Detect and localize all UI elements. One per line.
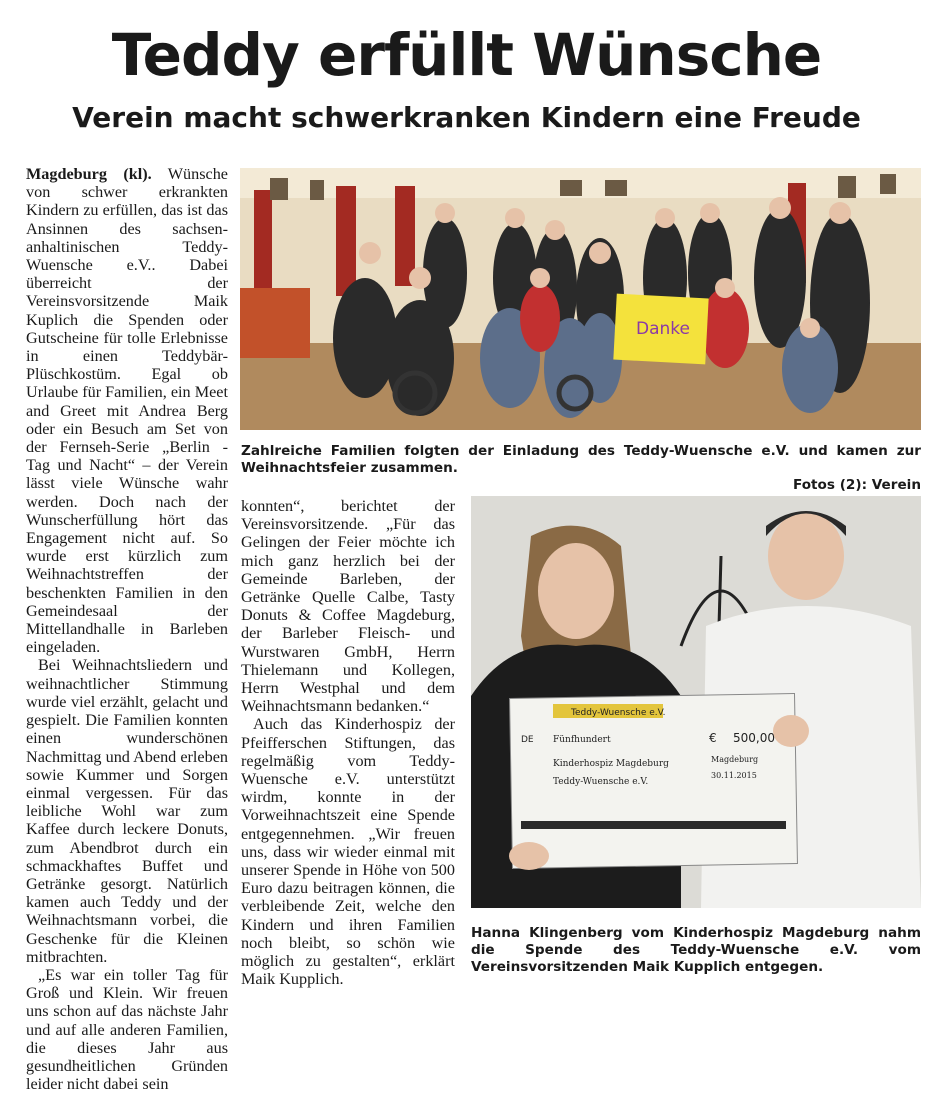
cheque-date: 30.11.2015 xyxy=(711,771,757,780)
article-paragraph: Bei Weihnachtsliedern und weihnachtlicher Stimmung wurde viel erzählt, gelacht und gespielt. Die Familien konnten einen wunderschönen Nachmittag und Abend erleben sowie Kummer und Sorgen einmal vergessen. Für das leibliche Wohl war zum Kaffee durch leckere Donuts, zum Abendbrot durch ein schmackhaftes Buffet und Getränke gesorgt. Natürlich kamen auch Teddy und der Weihnachtsmann vorbei, die Geschenke für die Kleinen mitbrachten. xyxy=(26,656,228,966)
headline: Teddy erfüllt Wünsche xyxy=(111,21,822,89)
caption-text: Zahlreiche Familien folgten der Einladung des Teddy-Wuensche e.V. und kamen zur Weihnachtsfeier zusammen. xyxy=(241,443,921,476)
group-photo xyxy=(240,168,921,430)
cheque-currency: € xyxy=(709,731,717,745)
cheque-org: Teddy-Wuensche e.V. xyxy=(571,708,666,718)
article-paragraph: Auch das Kinderhospiz der Pfeifferschen Stiftungen, das regelmäßig vom Teddy-Wuensche e.V. unterstützt wirdm, konnte in der Vorweihnachtszeit eine Spende entgegennehmen. „Wir freuen uns, dass wir wieder einmal mit unserer Spende in Höhe von 500 Euro dazu beitragen können, die verbleibende Zeit, welche den Kindern und ihren Familien noch bleibt, so schön wie möglich zu gestalten“, erklärt Maik Kupplich. xyxy=(241,715,455,989)
photo-caption-2: Hanna Klingenberg vom Kinderhospiz Magdeburg nahm die Spende des Teddy-Wuensche e.V. vom Vereinsvorsitzenden Maik Kupplich entgegen. xyxy=(471,925,921,975)
subheadline: Verein macht schwerkranken Kindern eine Freude xyxy=(72,101,861,134)
article-column-2 xyxy=(241,497,455,988)
dateline: Magdeburg (kl). xyxy=(26,165,152,183)
danke-sign-text: Danke xyxy=(636,319,690,339)
photo-credit: Fotos (2): Verein xyxy=(792,477,921,493)
article-paragraph: „Es war ein toller Tag für Groß und Klein. Wir freuen uns schon auf das nächste Jahr und auf alle anderen Familien, die dieses Jahr aus gesundheitlichen Gründen leider nicht dabei sein xyxy=(26,965,228,1093)
article-paragraph xyxy=(26,165,228,656)
cheque-words: Fünfhundert xyxy=(553,735,611,745)
photo-caption-1 xyxy=(241,443,921,494)
paragraph-text: Wünsche von schwer erkrankten Kindern zu erfüllen, das ist das Ansinnen des sachsen-anhaltinischen Teddy-Wuensche e.V.. Dabei überreicht der Vereinsvorsitzende Maik Kuplich die Spenden oder Gutscheine für tolle Erlebnisse in einen Teddybär-Plüschkostüm. Egal ob Urlaube für Familien, ein Meet and Greet mit Andrea Berg oder ein Besuch am Set von der Fernseh-Serie „Berlin - Tag und Nacht“ – der Verein lässt viele Wünsche wahr werden. Doch nach der Wunscherfüllung hört das Engagement nicht auf. So wurde erst kürzlich zum Weihnachtstreffen der beschenkten Familien in den Gemeindesaal der Mittellandhalle in Barleben eingeladen. xyxy=(26,165,228,657)
article-paragraph: konnten“, berichtet der Vereinsvorsitzende. „Für das Gelingen der Feier möchte ich mich ganz herzlich bei der Gemeinde Barleben, der Getränke Quelle Calbe, Tasty Donuts & Coffee Magdeburg, der Barleber Fleisch- und Wurstwaren GmbH, Herrn Thielemann und Kollegen, Herrn Westphal und dem Weihnachtsmann bedanken.“ xyxy=(241,497,455,716)
article-column-1 xyxy=(26,165,228,1093)
cheque-sender: Teddy-Wuensche e.V. xyxy=(553,777,649,787)
cheque-city: Magdeburg xyxy=(711,755,759,764)
cheque-recipient: Kinderhospiz Magdeburg xyxy=(553,759,669,769)
cheque-country: DE xyxy=(521,735,534,745)
cheque-amount: 500,00 xyxy=(733,731,775,745)
cheque-photo xyxy=(471,496,921,908)
